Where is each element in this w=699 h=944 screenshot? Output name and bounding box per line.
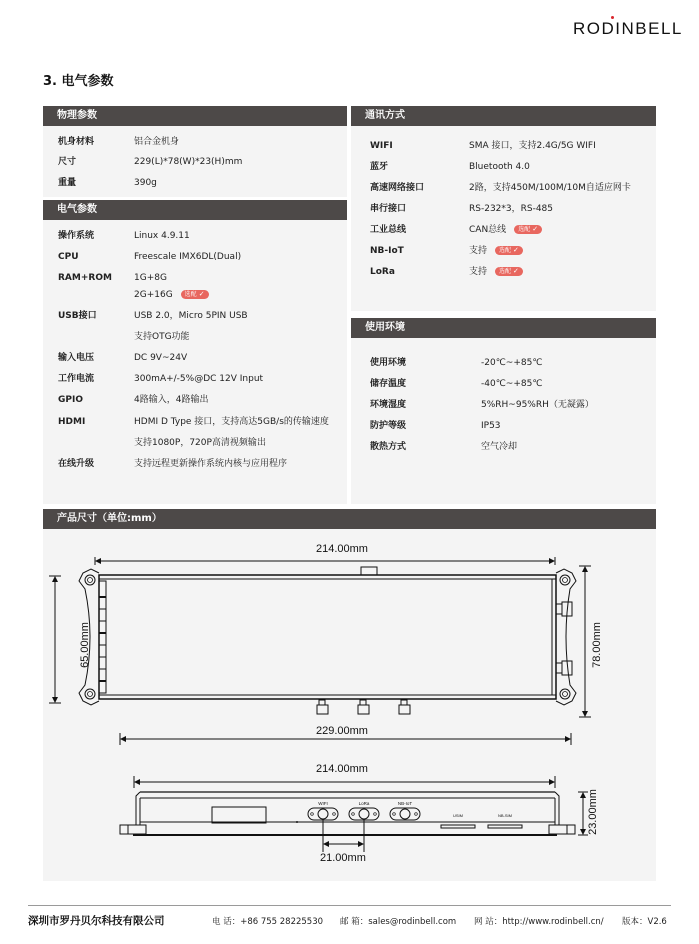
spec-value: RS-232*3，RS-485 (469, 204, 554, 214)
spec-label: 工业总线 (370, 225, 407, 235)
communication-panel (351, 125, 656, 311)
check-icon: ✓ (513, 267, 519, 275)
badge-text: 选配 (184, 291, 197, 298)
spec-label: USB接口 (58, 311, 97, 321)
spec-value: Linux 4.9.11 (134, 231, 190, 241)
spec-value-text: 支持 (469, 267, 488, 277)
spec-value: 229(L)*78(W)*23(H)mm (134, 157, 243, 167)
logo-accent-dot (611, 16, 614, 19)
spec-value: 2路，支持450M/100M/10M自适应网卡 (469, 183, 631, 193)
environment-header: 使用环境 (351, 318, 656, 338)
spec-label: 储存温度 (370, 379, 407, 389)
spec-value-text: 2G+16G (134, 290, 173, 300)
communication-header: 通讯方式 (351, 106, 656, 126)
section-title: 3. 电气参数 (43, 74, 114, 89)
top-width-label: 214.00mm (316, 543, 368, 555)
spec-value: Freescale IMX6DL(Dual) (134, 252, 242, 262)
svg-text:WIFI: WIFI (318, 801, 328, 806)
side-height-label: 23.00mm (586, 789, 599, 835)
spec-value: 5%RH~95%RH（无凝露） (481, 400, 594, 410)
spec-value: 支持OTG功能 (134, 332, 190, 342)
spec-label: RAM+ROM (58, 273, 112, 283)
badge-text: 选配 (499, 247, 512, 254)
spec-value: 4路输入，4路输出 (134, 395, 209, 405)
footer-divider (28, 905, 671, 906)
spec-value-text: CAN总线 (469, 225, 507, 235)
spec-label: 串行接口 (370, 204, 407, 214)
spec-value-text: 支持 (469, 246, 488, 256)
spec-label: 在线升级 (58, 459, 95, 469)
spec-label: 输入电压 (58, 353, 95, 363)
spec-value: 1G+8G (134, 273, 167, 283)
logo-text: RODINBELL (573, 19, 683, 38)
lora-port (349, 808, 379, 820)
spec-value: 390g (134, 178, 157, 188)
optional-badge (514, 225, 542, 234)
dimensions-header: 产品尺寸（单位:mm） (43, 509, 656, 529)
optional-badge (181, 290, 209, 299)
check-icon: ✓ (532, 225, 539, 233)
spec-value: -40℃~+85℃ (481, 379, 543, 389)
outer-height-label: 78.00mm (590, 622, 603, 668)
spec-label: NB-IoT (370, 246, 404, 256)
wifi-port (308, 808, 338, 820)
badge-text: 选配 (518, 226, 531, 233)
spec-label: 防护等级 (370, 421, 407, 431)
spec-value: SMA 接口，支持2.4G/5G WIFI (469, 141, 596, 151)
spec-value: -20℃~+85℃ (481, 358, 543, 368)
top-view-drawing (43, 529, 656, 749)
spec-value: 300mA+/-5%@DC 12V Input (134, 374, 264, 384)
side-width-label: 214.00mm (316, 763, 368, 775)
footer-email[interactable]: 邮 箱：sales@rodinbell.com (340, 917, 457, 927)
nbiot-port (390, 808, 420, 820)
brand-logo (573, 19, 683, 39)
spec-label: HDMI (58, 417, 86, 427)
footer-company: 深圳市罗丹贝尔科技有限公司 (28, 915, 165, 927)
antenna-spacing-label: 21.00mm (320, 852, 366, 864)
svg-text:USIM: USIM (453, 813, 463, 818)
footer-phone: 电 话：+86 755 28225530 (212, 917, 324, 927)
footer-website[interactable]: 网 站：http://www.rodinbell.cn/ (474, 917, 604, 927)
spec-value: USB 2.0，Micro 5PIN USB (134, 311, 248, 321)
electrical-header: 电气参数 (43, 200, 347, 220)
optional-badge (495, 246, 523, 255)
check-icon: ✓ (198, 290, 205, 298)
badge-text: 选配 (499, 268, 512, 275)
spec-label: 重量 (58, 178, 77, 188)
spec-value: HDMI D Type 接口，支持高达5GB/s的传输速度 (134, 417, 329, 427)
spec-label: CPU (58, 252, 79, 262)
spec-label: GPIO (58, 395, 83, 405)
check-icon: ✓ (513, 246, 519, 254)
spec-label: 机身材料 (58, 137, 95, 147)
spec-label: 尺寸 (58, 157, 77, 167)
bottom-width-label: 229.00mm (316, 725, 368, 737)
spec-value: DC 9V~24V (134, 353, 188, 363)
svg-text:NB-IoT: NB-IoT (397, 801, 413, 806)
spec-label: 工作电流 (58, 374, 95, 384)
spec-value (469, 266, 523, 278)
spec-value: IP53 (481, 421, 501, 431)
spec-label: 环境湿度 (370, 400, 407, 410)
spec-label: WIFI (370, 141, 393, 151)
svg-text:NB-SIM: NB-SIM (498, 813, 512, 818)
spec-label: 使用环境 (370, 358, 407, 368)
spec-value (469, 224, 542, 236)
spec-value: 支持1080P，720P高清视频输出 (134, 438, 266, 448)
spec-value: 支持远程更新操作系统内核与应用程序 (134, 459, 288, 469)
spec-label: 操作系统 (58, 231, 95, 241)
inner-height-label: 65.00mm (78, 622, 91, 668)
spec-value: Bluetooth 4.0 (469, 162, 530, 172)
spec-label: 蓝牙 (370, 162, 389, 172)
physical-header: 物理参数 (43, 106, 347, 126)
spec-label: 高速网络接口 (370, 183, 425, 193)
footer-version: 版本：V2.6 (622, 917, 667, 927)
optional-badge (495, 267, 523, 276)
spec-value: 空气冷却 (481, 442, 518, 452)
spec-value: 铝合金机身 (134, 137, 180, 147)
spec-value (469, 245, 523, 257)
spec-value (134, 289, 209, 301)
spec-label: LoRa (370, 267, 395, 277)
svg-text:LoRa: LoRa (358, 801, 370, 806)
spec-label: 散热方式 (370, 442, 407, 452)
